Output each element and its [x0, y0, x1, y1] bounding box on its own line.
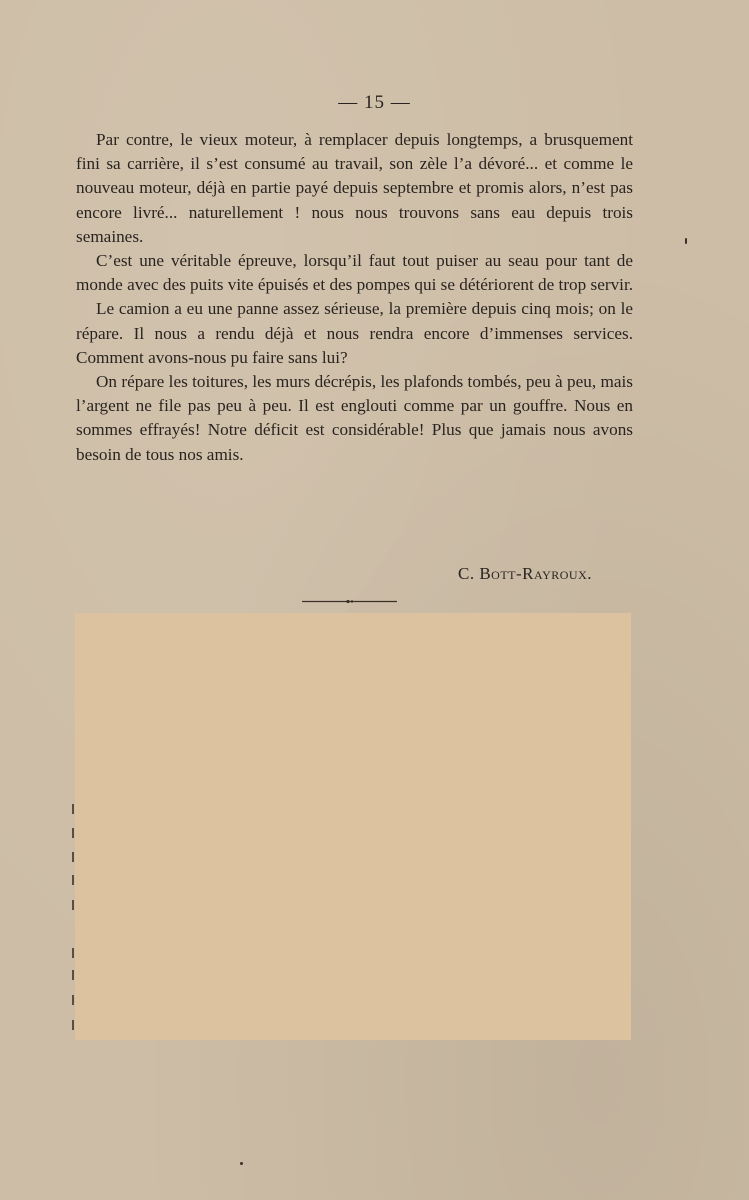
paper-speck — [685, 238, 687, 244]
separator-ornament — [302, 600, 397, 602]
separator-rule — [302, 600, 397, 604]
body-text — [76, 128, 633, 467]
signature — [458, 564, 592, 584]
signature-initial: C. — [458, 564, 475, 583]
page-number: — 15 — — [338, 92, 411, 113]
paper-speck — [240, 1162, 243, 1165]
signature-name: Bott-Rayroux. — [479, 564, 592, 583]
paragraph-2: C’est une véritable épreuve, lorsqu’il faut tout puiser au seau pour tant de monde avec des puits vite épuisés et des pompes qui se détériorent de trop servir. — [76, 251, 634, 295]
paragraph-1: Par contre, le vieux moteur, à remplacer depuis longtemps, a brusquement fini sa carrière, il s’est consumé au travail, son zèle l’a dévoré... et comme le nouveau moteur, déjà en partie payé depuis septembre et promis alors, n’est pas encore livré... naturellement ! nous nous trouvons sans eau depuis trois semaines. — [76, 130, 633, 246]
margin-marks — [72, 800, 78, 1040]
paragraph-4: On répare les toitures, les murs décrépis, les plafonds tombés, peu à peu, mais l’argent ne file pas peu à peu. Il est englouti comme par un gouffre. Nous en sommes effrayés! Notre déficit est considérable! Plus que jamais nous avons besoin de tous nos amis. — [76, 372, 633, 464]
paragraph-3: Le camion a eu une panne assez sérieuse, la première depuis cinq mois; on le répare. Il nous a rendu déjà et nous rendra encore d’immenses services. Comment avons-nous pu faire sans lui? — [76, 299, 633, 367]
redacted-region — [75, 613, 631, 1040]
